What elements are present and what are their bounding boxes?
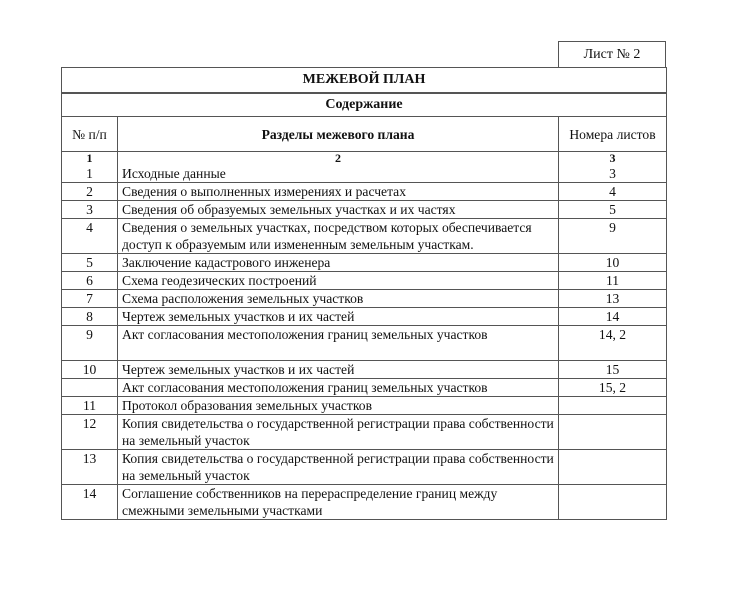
- page-numbers: 13: [559, 290, 667, 308]
- row-number: 4: [62, 219, 118, 254]
- row-number: 14: [62, 485, 118, 520]
- section-title: Соглашение собственников на перераспределение границ между смежными земельными участками: [118, 485, 559, 520]
- section-title: Исходные данные: [118, 165, 559, 183]
- page-numbers: 14: [559, 308, 667, 326]
- section-title: Сведения об образуемых земельных участках и их частях: [118, 201, 559, 219]
- header-section: Разделы межевого плана: [118, 117, 559, 152]
- row-number: 3: [62, 201, 118, 219]
- row-number: 9: [62, 326, 118, 361]
- page-numbers: 10: [559, 254, 667, 272]
- section-title: Протокол образования земельных участков: [118, 397, 559, 415]
- section-title: Акт согласования местоположения границ земельных участков: [118, 379, 559, 397]
- row-number: 7: [62, 290, 118, 308]
- header-num: № п/п: [62, 117, 118, 152]
- header-pages: Номера листов: [559, 117, 667, 152]
- section-title: Сведения о выполненных измерениях и расчетах: [118, 183, 559, 201]
- page-numbers: 9: [559, 219, 667, 254]
- section-title: Копия свидетельства о государственной регистрации права собственности на земельный участок: [118, 415, 559, 450]
- table-row: [62, 165, 666, 183]
- section-title: Заключение кадастрового инженера: [118, 254, 559, 272]
- index-cell: 1: [62, 152, 118, 166]
- page-numbers: [559, 397, 667, 415]
- table-row: [62, 254, 666, 272]
- table-row: [62, 326, 666, 361]
- section-title: Сведения о земельных участках, посредством которых обеспечивается доступ к образуемым или измененным земельным участкам.: [118, 219, 559, 254]
- table-row: [62, 415, 666, 450]
- survey-plan-contents: [61, 67, 667, 520]
- table-row: [62, 450, 666, 485]
- page-numbers: 14, 2: [559, 326, 667, 361]
- row-number: 12: [62, 415, 118, 450]
- table-header-row: [62, 117, 666, 152]
- table-row: [62, 361, 666, 379]
- contents-table: [62, 117, 666, 519]
- row-number: 1: [62, 165, 118, 183]
- section-title: Акт согласования местоположения границ земельных участков: [118, 326, 559, 361]
- page-numbers: [559, 485, 667, 520]
- table-row: [62, 485, 666, 520]
- page-numbers: 11: [559, 272, 667, 290]
- row-number: 8: [62, 308, 118, 326]
- contents-subtitle: Содержание: [62, 94, 666, 117]
- section-title: Схема расположения земельных участков: [118, 290, 559, 308]
- page-numbers: [559, 415, 667, 450]
- section-title: Схема геодезических построений: [118, 272, 559, 290]
- table-row: [62, 201, 666, 219]
- page-numbers: 5: [559, 201, 667, 219]
- row-number: 2: [62, 183, 118, 201]
- row-number: 11: [62, 397, 118, 415]
- sheet-number: Лист № 2: [558, 41, 666, 67]
- document-title: МЕЖЕВОЙ ПЛАН: [62, 68, 666, 94]
- section-title: Чертеж земельных участков и их частей: [118, 361, 559, 379]
- column-index-row: [62, 152, 666, 166]
- table-row: [62, 290, 666, 308]
- table-row: [62, 183, 666, 201]
- page-numbers: 3: [559, 165, 667, 183]
- index-cell: 2: [118, 152, 559, 166]
- row-number: 6: [62, 272, 118, 290]
- table-row: [62, 379, 666, 397]
- row-number: [62, 379, 118, 397]
- table-row: [62, 272, 666, 290]
- table-row: [62, 397, 666, 415]
- page-numbers: 4: [559, 183, 667, 201]
- index-cell: 3: [559, 152, 667, 166]
- page-numbers: 15, 2: [559, 379, 667, 397]
- page-numbers: 15: [559, 361, 667, 379]
- page-numbers: [559, 450, 667, 485]
- section-title: Чертеж земельных участков и их частей: [118, 308, 559, 326]
- table-row: [62, 308, 666, 326]
- row-number: 10: [62, 361, 118, 379]
- row-number: 5: [62, 254, 118, 272]
- table-row: [62, 219, 666, 254]
- row-number: 13: [62, 450, 118, 485]
- section-title: Копия свидетельства о государственной регистрации права собственности на земельный участок: [118, 450, 559, 485]
